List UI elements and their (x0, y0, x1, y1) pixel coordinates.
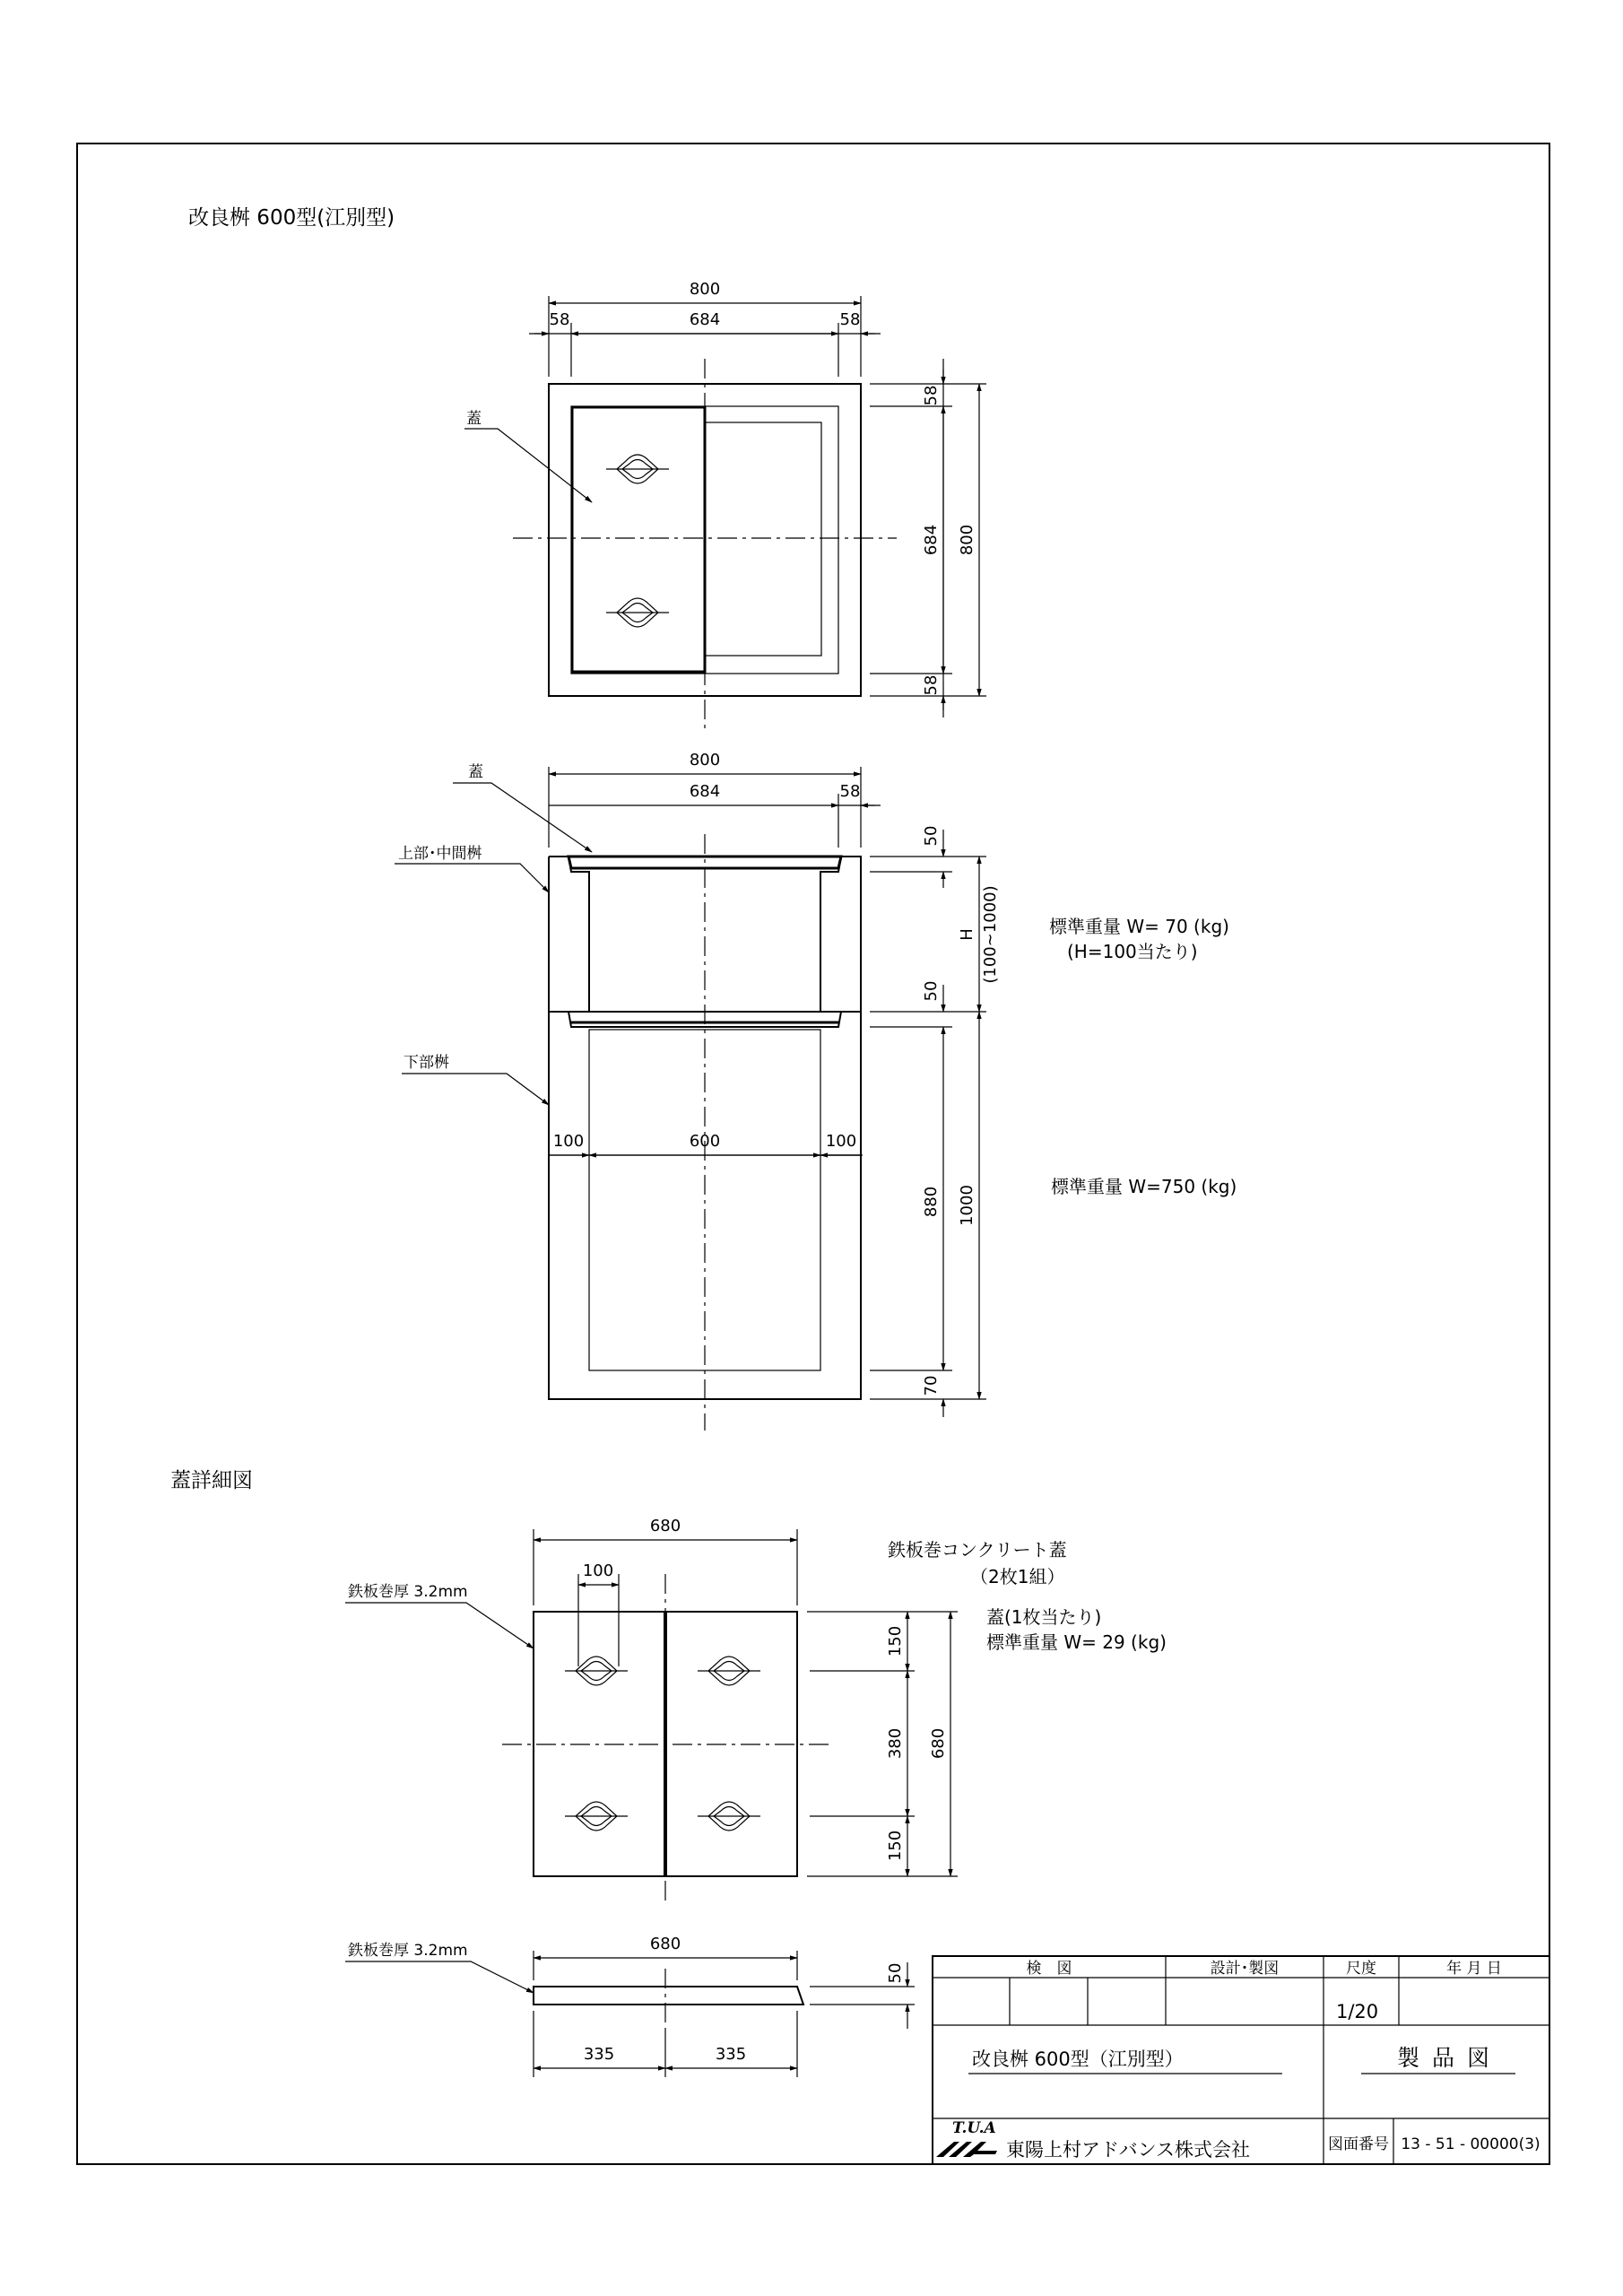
plan-dim-58-top: 58 (922, 385, 941, 406)
section-dim-70: 70 (922, 1375, 941, 1396)
plan-lid (572, 407, 705, 672)
section-dim-880: 880 (922, 1186, 941, 1218)
section-lid-label: 蓋 (468, 763, 483, 781)
lid-dim-150-bottom: 150 (886, 1830, 905, 1862)
section-dim-1000: 1000 (958, 1185, 976, 1226)
lid-weight: 標準重量 W= 29 (kg) (986, 1631, 1167, 1653)
section-lower-label: 下部桝 (404, 1054, 449, 1072)
lid-dim-150-top: 150 (886, 1625, 905, 1657)
tb-number-label: 図面番号 (1328, 2135, 1389, 2153)
lid-handle-4 (698, 1802, 760, 1831)
section-view (395, 751, 1237, 1431)
lid-side-dim-680: 680 (649, 1935, 681, 1953)
drawing-heading: 改良桝 600型(江別型) (188, 206, 395, 230)
section-dim-h: H (958, 928, 976, 941)
lid-side-body (534, 1987, 803, 2005)
lid-side-dim-50: 50 (886, 1962, 905, 1984)
lid-product-name: 鉄板巻コンクリート蓋 (888, 1539, 1067, 1561)
section-dim-800: 800 (689, 751, 721, 770)
lid-dim-680-vertical: 680 (929, 1727, 948, 1760)
tb-company: 東陽上村アドバンス株式会社 (1006, 2139, 1250, 2161)
tb-date-label: 年 月 日 (1446, 1960, 1502, 1978)
plan-dim-684: 684 (689, 310, 721, 329)
lid-detail-heading: 蓋詳細図 (170, 1469, 253, 1492)
section-dim-100-right: 100 (825, 1132, 857, 1151)
section-dim-58: 58 (839, 782, 861, 801)
section-dim-600: 600 (689, 1132, 721, 1151)
plan-dim-58-bottom: 58 (922, 674, 941, 696)
weight-upper-note: (H=100当たり) (1067, 941, 1198, 962)
lid-steel-label: 鉄板巻厚 3.2mm (348, 1583, 468, 1601)
lid-side-view (345, 1935, 915, 2077)
plan-dim-684-vertical: 684 (922, 524, 941, 556)
section-lower-body (549, 1012, 861, 1399)
tb-check-label: 検 図 (1026, 1960, 1072, 1978)
section-dim-684: 684 (689, 782, 721, 801)
lid-dim-handle-100: 100 (582, 1561, 614, 1580)
section-dim-lid-50: 50 (922, 825, 941, 847)
plan-dim-58-left: 58 (549, 310, 570, 329)
tb-drawing-title: 改良桝 600型（江別型） (972, 2048, 1184, 2070)
lid-dim-380: 380 (886, 1727, 905, 1760)
plan-opening (705, 422, 821, 656)
tb-design-label: 設計･製図 (1210, 1960, 1280, 1978)
title-block (933, 1956, 1549, 2164)
plan-lid-label: 蓋 (466, 410, 482, 428)
lid-detail-view (345, 1517, 1167, 1901)
lid-handle-2 (698, 1657, 760, 1685)
tb-drawing-type: 製品図 (1397, 2045, 1503, 2071)
svg-text:T.U.A: T.U.A (952, 2119, 996, 2137)
lid-side-dim-335-left: 335 (583, 2045, 615, 2064)
section-dim-joint-50: 50 (922, 980, 941, 1002)
section-upper-label: 上部･中間桝 (398, 845, 482, 863)
lid-set-note: （2枚1組） (970, 1566, 1065, 1587)
plan-dim-800-text: 800 (689, 280, 721, 299)
plan-handle-bottom (606, 598, 669, 627)
sheet-border (77, 144, 1549, 2164)
plan-dim-58-right: 58 (839, 310, 861, 329)
weight-upper: 標準重量 W= 70 (kg) (1049, 916, 1229, 937)
company-logo-icon (936, 2119, 997, 2157)
plan-handle-top (606, 455, 669, 483)
lid-dim-680: 680 (649, 1517, 681, 1535)
lid-handle-3 (565, 1802, 628, 1831)
section-dim-100-left: 100 (552, 1132, 585, 1151)
tb-scale-label: 尺度 (1346, 1960, 1376, 1978)
weight-lower: 標準重量 W=750 (kg) (1051, 1176, 1237, 1197)
tb-number: 13 - 51 - 00000(3) (1401, 2135, 1541, 2153)
lid-side-steel-label: 鉄板巻厚 3.2mm (348, 1942, 468, 1960)
lid-per-piece: 蓋(1枚当たり) (986, 1606, 1102, 1628)
tb-scale-value: 1/20 (1336, 2001, 1379, 2022)
section-dim-h-range: (100~1000) (981, 885, 1000, 984)
plan-view (464, 280, 986, 731)
lid-side-dim-335-right: 335 (715, 2045, 747, 2064)
plan-dim-800-vertical-text: 800 (958, 524, 976, 556)
